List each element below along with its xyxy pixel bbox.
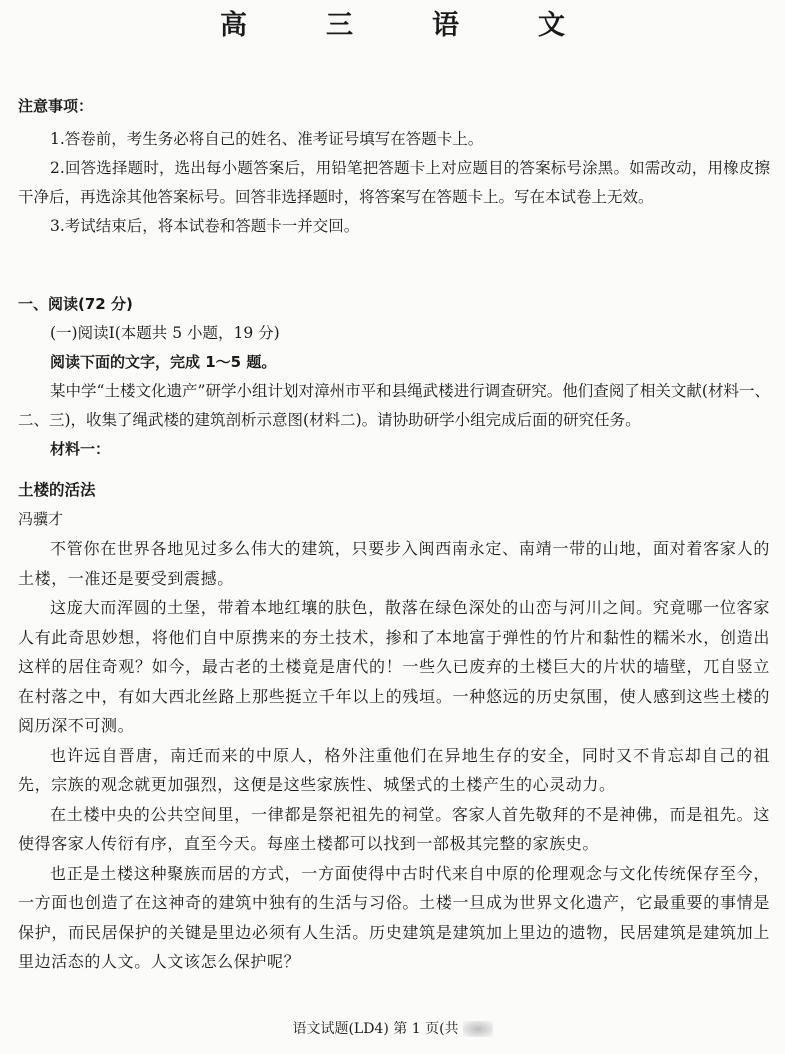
notice-item: 1.答卷前，考生务必将自己的姓名、准考证号填写在答题卡上。 [50, 130, 484, 148]
section-heading: 一、阅读(72 分) [18, 295, 133, 313]
article-paragraph: 这庞大而浑圆的土堡，带着本地红壤的肤色，散落在绿色深处的山峦与河川之间。究竟哪一位客家人有此奇思妙想，将他们自中原携来的夯土技术，掺和了本地富于弹性的竹片和黏性的糯米水，创造出这样的居住奇观？如今，最古老的土楼竟是唐代的！一些久已废弃的土楼巨大的片状的墙壁，兀自竖立在村落之中，有如大西北丝路上那些挺立千年以上的残垣。一种悠远的历史氛围，使人感到这些土楼的阅历深不可测。 [18, 598, 770, 735]
article-body [18, 534, 770, 977]
page-footer [0, 1019, 785, 1039]
footer-text: 语文试题(LD4) 第 1 页(共 [292, 1021, 459, 1037]
intro-paragraph: 某中学“土楼文化遗产”研学小组计划对漳州市平和县绳武楼进行调查研究。他们查阅了相关文献(材料一、二、三)，收集了绳武楼的建筑剖析示意图(材料二)。请协助研学小组完成后面的研究任务。 [18, 382, 770, 429]
notice-heading: 注意事项： [18, 97, 94, 115]
notice-block [18, 92, 770, 241]
notice-item: 3.考试结束后，将本试卷和答题卡一并交回。 [50, 217, 360, 235]
article-paragraph: 也许远自晋唐，南迁而来的中原人，格外注重他们在异地生存的安全，同时又不肯忘却自己的祖先，宗族的观念就更加强烈，这便是这些家族性、城堡式的土楼产生的心灵动力。 [18, 745, 770, 794]
instruction: 阅读下面的文字，完成 1～5 题。 [50, 353, 277, 371]
smudge-mark [463, 1021, 493, 1037]
reading-section [18, 290, 770, 977]
article-paragraph: 在土楼中央的公共空间里，一律都是祭祀祖先的祠堂。客家人首先敬拜的不是神佛，而是祖先。这使得客家人传衍有序，直至今天。每座土楼都可以找到一部极其完整的家族史。 [18, 804, 770, 853]
article-paragraph: 也正是土楼这种聚族而居的方式，一方面使得中古时代来自中原的伦理观念与文化传统保存至今，一方面也创造了在这神奇的建筑中独有的生活与习俗。土楼一旦成为世界文化遗产，它最重要的事情是保护，而民居保护的关键是里边必须有人生活。历史建筑是建筑加上里边的遗物，民居建筑是建筑加上里边活态的人文。人文该怎么保护呢？ [18, 863, 770, 971]
sub-heading: (一)阅读Ⅰ(本题共 5 小题，19 分) [50, 324, 280, 342]
article-author: 冯骥才 [18, 510, 64, 528]
notice-item: 2.回答选择题时，选出每小题答案后，用铅笔把答题卡上对应题目的答案标号涂黑。如需改动，用橡皮擦干净后，再选涂其他答案标号。回答非选择题时，将答案写在答题卡上。写在本试卷上无效。 [18, 159, 770, 206]
article-title: 土楼的活法 [18, 481, 96, 499]
material-label: 材料一： [50, 440, 111, 458]
article-paragraph: 不管你在世界各地见过多么伟大的建筑，只要步入闽西南永定、南靖一带的山地，面对着客家人的土楼，一准还是要受到震撼。 [18, 539, 770, 588]
page-title: 高 三 语 文 [220, 10, 591, 41]
